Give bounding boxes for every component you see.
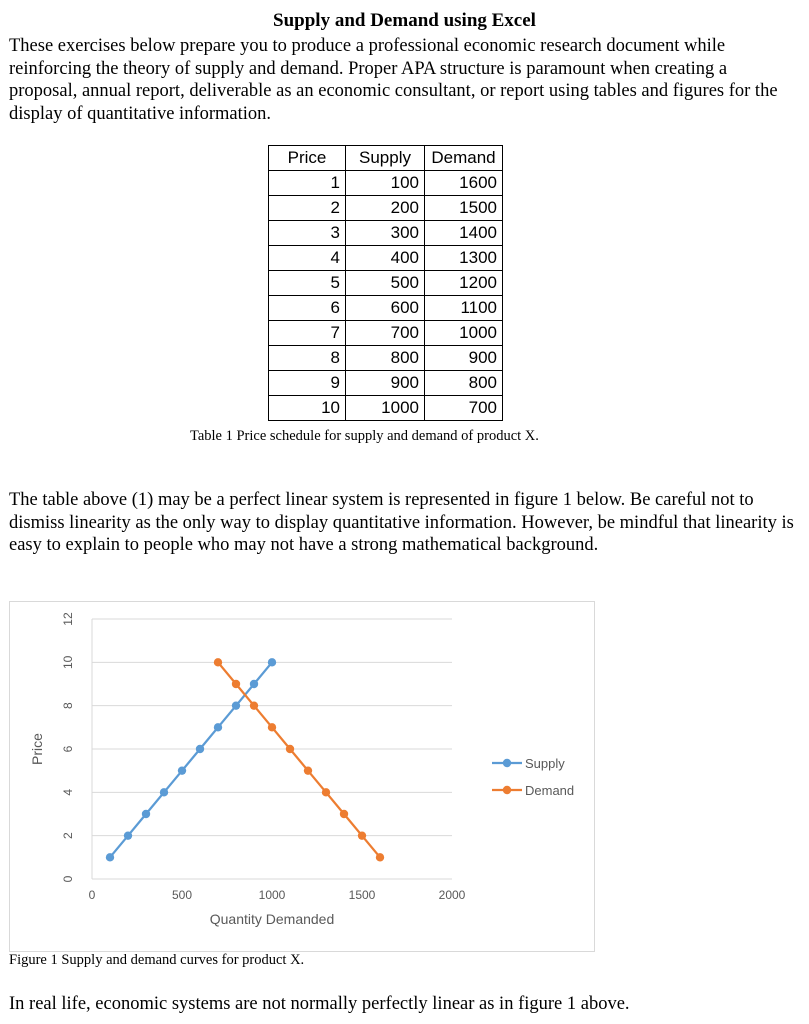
table-row [269,371,503,396]
y-axis-title: Price [29,733,45,765]
cell-supply: 500 [346,271,425,296]
demand-point [268,723,276,731]
x-tick-label: 2000 [438,888,466,902]
header-demand: Demand [425,146,503,171]
demand-point [214,658,222,666]
x-tick-label: 500 [171,888,193,902]
y-tick-label: 10 [61,655,76,670]
supply-point [142,810,150,818]
supply-demand-chart [9,601,595,952]
cell-supply: 700 [346,321,425,346]
cell-supply: 300 [346,221,425,246]
cell-demand: 1500 [425,196,503,221]
demand-line [218,662,380,857]
table-row [269,271,503,296]
table-row [269,171,503,196]
supply-point [232,701,240,709]
y-tick-label: 8 [61,702,76,710]
cell-demand: 800 [425,371,503,396]
supply-point [160,788,168,796]
table-row [269,396,503,421]
supply-point [250,680,258,688]
y-tick-label: 6 [61,745,76,753]
table-row [269,196,503,221]
cell-supply: 400 [346,246,425,271]
table-row [269,246,503,271]
supply-point [178,766,186,774]
table-row [269,221,503,246]
cell-demand: 1200 [425,271,503,296]
table-row [269,346,503,371]
cell-demand: 1100 [425,296,503,321]
supply-point [214,723,222,731]
cell-demand: 900 [425,346,503,371]
cell-price: 8 [269,346,346,371]
demand-point [286,745,294,753]
document-title: Supply and Demand using Excel [273,10,536,31]
cell-supply: 800 [346,346,425,371]
y-tick-label: 12 [61,612,76,626]
closing-paragraph: In real life, economic systems are not normally perfectly linear as in figure 1 above. [9,994,630,1014]
cell-supply: 1000 [346,396,425,421]
legend-label: Demand [525,783,575,798]
cell-price: 3 [269,221,346,246]
cell-demand: 700 [425,396,503,421]
demand-point [232,680,240,688]
legend-swatch-marker [503,759,511,767]
demand-point [358,831,366,839]
x-tick-label: 0 [88,888,96,902]
cell-price: 7 [269,321,346,346]
y-tick-label: 4 [61,788,76,796]
cell-demand: 1600 [425,171,503,196]
header-price: Price [269,146,346,171]
figure-caption: Figure 1 Supply and demand curves for product X. [9,952,305,968]
x-axis-title: Quantity Demanded [209,911,335,927]
supply-point [106,853,114,861]
body-paragraph: The table above (1) may be a perfect linear system is represented in figure 1 below. Be careful not to dismiss linearity as the only way to display quantitative information. However, be mindful that linearity is easy to explain to people who may not have a strong mathematical background. [9,490,794,555]
x-tick-label: 1500 [348,888,376,902]
table-row [269,321,503,346]
cell-price: 1 [269,171,346,196]
supply-point [268,658,276,666]
supply-point [124,831,132,839]
cell-price: 9 [269,371,346,396]
legend-label: Supply [525,756,565,771]
cell-price: 6 [269,296,346,321]
demand-point [304,766,312,774]
table-body [269,171,503,421]
table-header-row [269,146,503,171]
y-tick-label: 0 [61,875,76,883]
header-supply: Supply [346,146,425,171]
cell-supply: 200 [346,196,425,221]
demand-point [322,788,330,796]
cell-demand: 1300 [425,246,503,271]
supply-line [110,662,272,857]
y-tick-label: 2 [61,832,76,840]
cell-supply: 600 [346,296,425,321]
intro-paragraph: These exercises below prepare you to produce a professional economic research document while reinforcing the theory of supply and demand. Proper APA structure is paramount when creating a proposal, annual report, deliverable as an economic consultant, or report using tables and figures for the display of quantitative information. [9,36,778,124]
cell-price: 10 [269,396,346,421]
chart-svg [10,602,594,951]
cell-price: 2 [269,196,346,221]
supply-point [196,745,204,753]
cell-price: 5 [269,271,346,296]
legend-swatch-marker [503,786,511,794]
demand-point [250,701,258,709]
demand-point [376,853,384,861]
cell-supply: 100 [346,171,425,196]
demand-point [340,810,348,818]
cell-demand: 1400 [425,221,503,246]
x-tick-label: 1000 [258,888,286,902]
cell-demand: 1000 [425,321,503,346]
table-caption: Table 1 Price schedule for supply and demand of product X. [190,428,539,444]
table-row [269,296,503,321]
cell-price: 4 [269,246,346,271]
cell-supply: 900 [346,371,425,396]
price-schedule-table [268,145,503,421]
